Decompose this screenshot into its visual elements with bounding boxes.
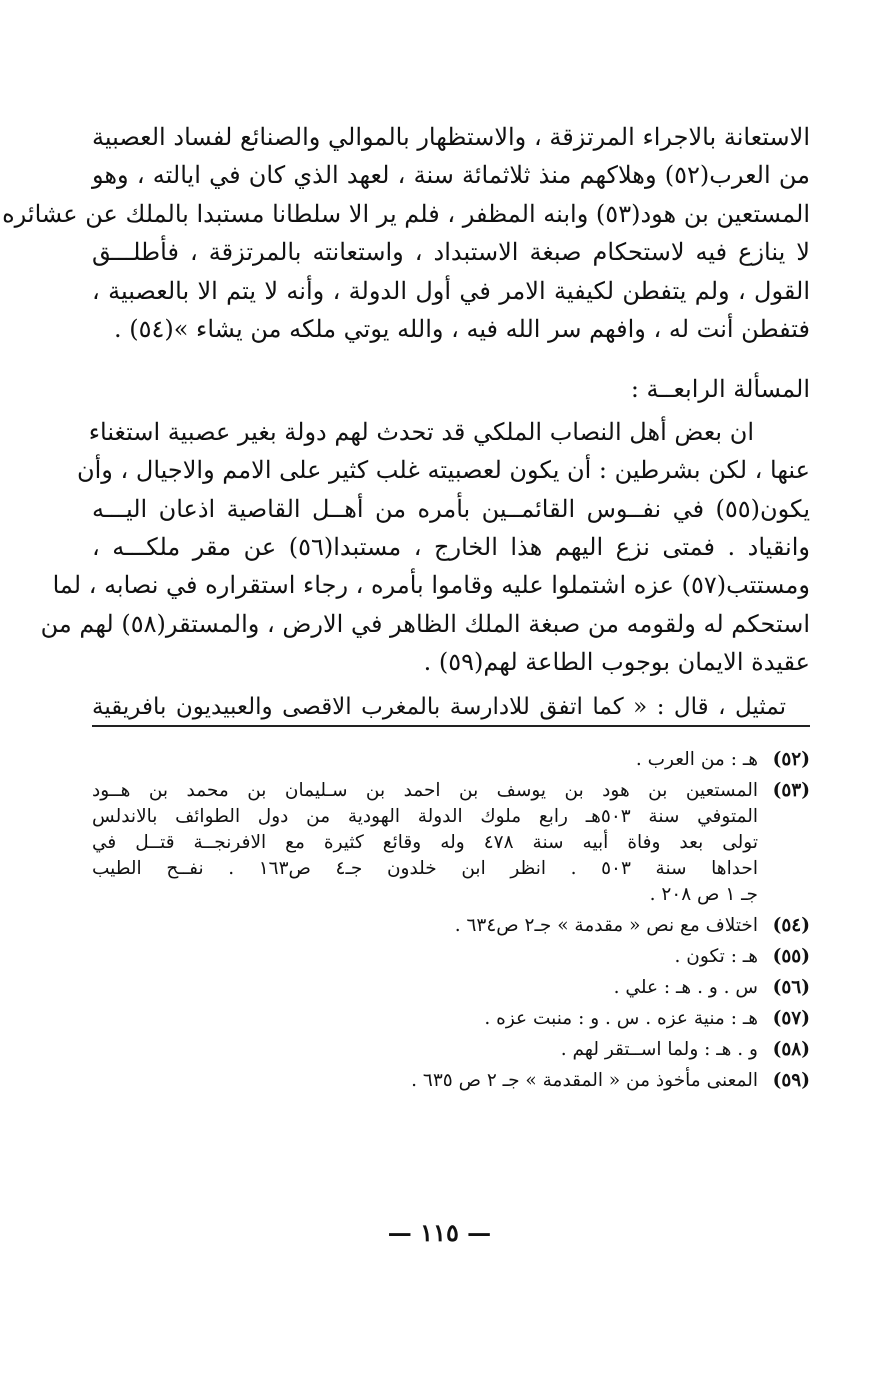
- footnote-line: س . و . هـ : علي .: [613, 977, 758, 999]
- footnote-number: (٥٥): [772, 946, 810, 968]
- page-number: — ١١٥ —: [387, 1218, 492, 1247]
- text-line: استحكم له ولقومه من صبغة الملك الظاهر في الارض ، والمستقر(٥٨) لهم من: [40, 609, 810, 638]
- footnote: [92, 1006, 810, 1032]
- footnote-line: جـ ١ ص ٢٠٨ .: [649, 884, 758, 906]
- footnote: [92, 975, 810, 1001]
- footnote-number: (٥٤): [772, 915, 810, 937]
- footnote-line: المستعين بن هود بن يوسف بن احمد بن سـليمان بن محمد بن هــود: [92, 780, 758, 802]
- footnote-number: (٥٦): [772, 977, 810, 999]
- text-line: عنها ، لكن بشرطين : أن يكون لعصبيته غلب كثير على الامم والاجيال ، وأن: [77, 456, 810, 485]
- footnote-text: [92, 1068, 758, 1094]
- footnote: [92, 778, 810, 908]
- footnote: [92, 1037, 810, 1063]
- text-line: القول ، ولم يتفطن لكيفية الامر في أول الدولة ، وأنه لا يتم الا بالعصبية ،: [92, 276, 810, 305]
- footnote: [92, 747, 810, 773]
- text-line: لا ينازع فيه لاستحكام صبغة الاستبداد ، واستعانته بالمرتزقة ، فأطلـــق: [92, 238, 810, 267]
- footnote-line: اختلاف مع نص « مقدمة » جـ٢ ص٦٣٤ .: [454, 915, 758, 937]
- footnote-text: [92, 1037, 758, 1063]
- text-line: ومستتب(٥٧) عزه اشتملوا عليه وقاموا بأمره ، رجاء استقراره في نصابه ، لما: [52, 571, 810, 600]
- footnote-text: [92, 1006, 758, 1032]
- footnote-line: المعنى مأخوذ من « المقدمة » جـ ٢ ص ٦٣٥ .: [411, 1070, 758, 1092]
- footnote-line: هـ : تكون .: [674, 946, 758, 968]
- continuation-line: تمثيل ، قال : « كما اتفق للادارسة بالمغرب الاقصى والعبيديون بافريقية: [92, 694, 786, 721]
- text-line: يكون(٥٥) في نفــوس القائمــين بأمره من أهــل القاصية اذعان اليـــه: [92, 494, 810, 523]
- text-line: عقيدة الايمان بوجوب الطاعة لهم(٥٩) .: [423, 648, 810, 677]
- footnote-line: المتوفي سنة ٥٠٣هـ رابع ملوك الدولة الهودية من دول الطوائف بالاندلس: [92, 806, 759, 828]
- footnote-text: [92, 975, 758, 1001]
- text-line: الاستعانة بالاجراء المرتزقة ، والاستظهار بالموالي والصنائع لفساد العصبية: [92, 123, 810, 151]
- footnote-number: (٥٩): [772, 1070, 810, 1092]
- footnote-text: [92, 944, 758, 970]
- text-line: وانقياد . فمتى نزع اليهم هذا الخارج ، مستبدا(٥٦) عن مقر ملكـــه ،: [92, 532, 810, 561]
- text-line: ان بعض أهل النصاب الملكي قد تحدث لهم دولة بغير عصبية استغناء: [88, 417, 754, 446]
- footnote-line: تولى بعد وفاة أبيه سنة ٤٧٨ وله وقائع كثيرة مع الافرنجــة قتــل في: [92, 832, 758, 854]
- footnote-line: هـ : من العرب .: [635, 749, 758, 771]
- footnote: [92, 913, 810, 939]
- footnote-line: و . هـ : ولما اســتقر لهم .: [560, 1039, 758, 1061]
- footnote-line: هـ : منية عزه . س . و : منبت عزه .: [484, 1008, 758, 1030]
- section-heading: المسألة الرابعــة :: [630, 375, 810, 404]
- footnote-text: [92, 778, 758, 908]
- footnote-number: (٥٢): [772, 749, 810, 771]
- text-line: فتفطن أنت له ، وافهم سر الله فيه ، والله يوتي ملكه من يشاء »(٥٤) .: [113, 314, 810, 343]
- footnote-number: (٥٧): [772, 1008, 810, 1030]
- footnote-text: [92, 913, 758, 939]
- footnotes: [92, 747, 810, 1094]
- footnote: [92, 1068, 810, 1094]
- footnote: [92, 944, 810, 970]
- footnote-line: احداها سنة ٥٠٣ . انظر ابن خلدون جـ٤ ص١٦٣ . نفــح الطيب: [92, 858, 758, 880]
- paragraph-1: [2, 118, 810, 348]
- footnote-divider: [92, 725, 810, 727]
- text-line: المستعين بن هود(٥٣) وابنه المظفر ، فلم ير الا سلطانا مستبدا بالملك عن عشائره: [2, 199, 810, 228]
- footnote-number: (٥٣): [772, 780, 810, 802]
- footnote-number: (٥٨): [772, 1039, 810, 1061]
- text-line: من العرب(٥٢) وهلاكهم منذ ثلاثمائة سنة ، لعهد الذي كان في ايالته ، وهو: [92, 161, 810, 190]
- paragraph-2: [40, 413, 810, 682]
- footnote-text: [92, 747, 758, 773]
- page-content: [2, 118, 810, 1094]
